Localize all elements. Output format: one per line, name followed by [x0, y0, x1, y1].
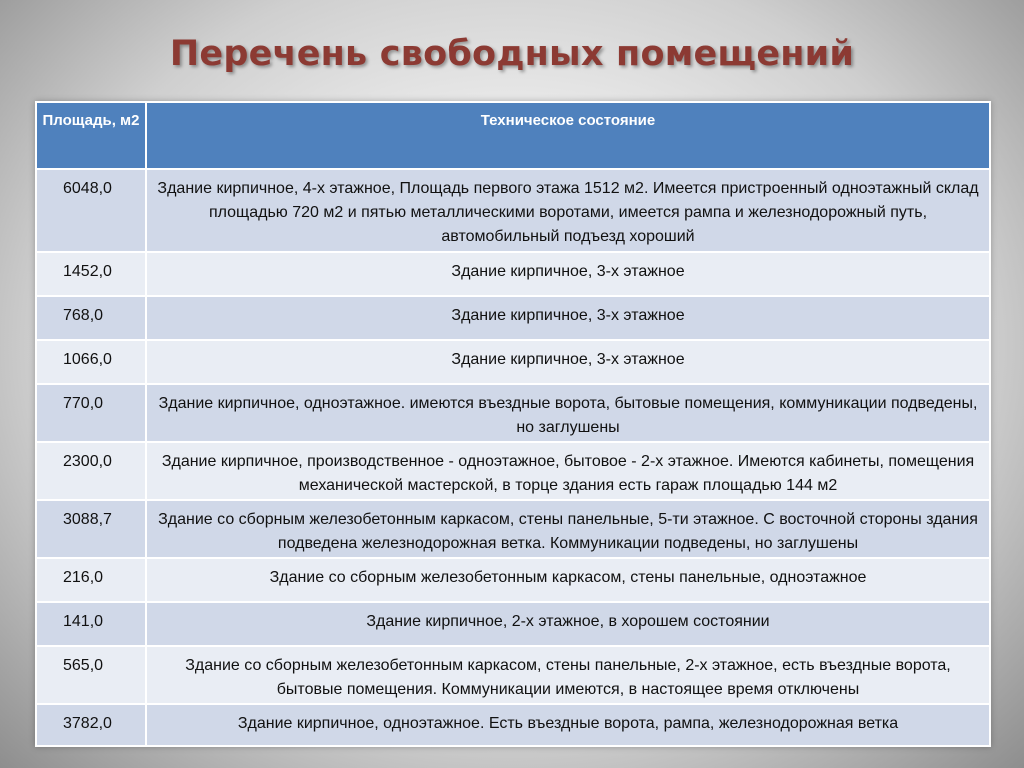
condition-cell: Здание со сборным железобетонным каркасом, стены панельные, 2-х этажное, есть въездные ворота, бытовые помещения. Коммуникации имеются, в настоящее время отключены [146, 646, 990, 704]
area-cell: 1452,0 [36, 252, 146, 296]
condition-cell: Здание со сборным железобетонным каркасом, стены панельные, 5-ти этажное. С восточной стороны здания подведена железнодорожная ветка. Коммуникации подведены, но заглушены [146, 500, 990, 558]
area-cell: 770,0 [36, 384, 146, 442]
area-cell: 768,0 [36, 296, 146, 340]
header-condition: Техническое состояние [146, 102, 990, 169]
table-row [36, 602, 990, 646]
condition-cell: Здание кирпичное, 3-х этажное [146, 296, 990, 340]
table-row [36, 340, 990, 384]
area-cell: 565,0 [36, 646, 146, 704]
table-row [36, 442, 990, 500]
table-row [36, 704, 990, 746]
table-header-row [36, 102, 990, 169]
table-row [36, 558, 990, 602]
header-area: Площадь, м2 [36, 102, 146, 169]
condition-cell: Здание со сборным железобетонным каркасом, стены панельные, одноэтажное [146, 558, 990, 602]
area-cell: 2300,0 [36, 442, 146, 500]
condition-cell: Здание кирпичное, 2-х этажное, в хорошем состоянии [146, 602, 990, 646]
area-cell: 6048,0 [36, 169, 146, 252]
table-row [36, 169, 990, 252]
table-row [36, 500, 990, 558]
area-cell: 3782,0 [36, 704, 146, 746]
condition-cell: Здание кирпичное, 3-х этажное [146, 340, 990, 384]
table-row [36, 646, 990, 704]
table-row [36, 384, 990, 442]
condition-cell: Здание кирпичное, 4-х этажное, Площадь первого этажа 1512 м2. Имеется пристроенный одноэтажный склад площадью 720 м2 и пятью металлическими воротами, имеется рампа и железнодорожный путь, автомобильный подъезд хороший [146, 169, 990, 252]
area-cell: 141,0 [36, 602, 146, 646]
condition-cell: Здание кирпичное, производственное - одноэтажное, бытовое - 2-х этажное. Имеются кабинеты, помещения механической мастерской, в торце здания есть гараж площадью 144 м2 [146, 442, 990, 500]
area-cell: 3088,7 [36, 500, 146, 558]
condition-cell: Здание кирпичное, одноэтажное. Есть въездные ворота, рампа, железнодорожная ветка [146, 704, 990, 746]
area-cell: 216,0 [36, 558, 146, 602]
area-cell: 1066,0 [36, 340, 146, 384]
slide-title: Перечень свободных помещений [169, 34, 855, 74]
premises-table [35, 101, 991, 747]
condition-cell: Здание кирпичное, 3-х этажное [146, 252, 990, 296]
table-row [36, 252, 990, 296]
condition-cell: Здание кирпичное, одноэтажное. имеются въездные ворота, бытовые помещения, коммуникации подведены, но заглушены [146, 384, 990, 442]
table-row [36, 296, 990, 340]
